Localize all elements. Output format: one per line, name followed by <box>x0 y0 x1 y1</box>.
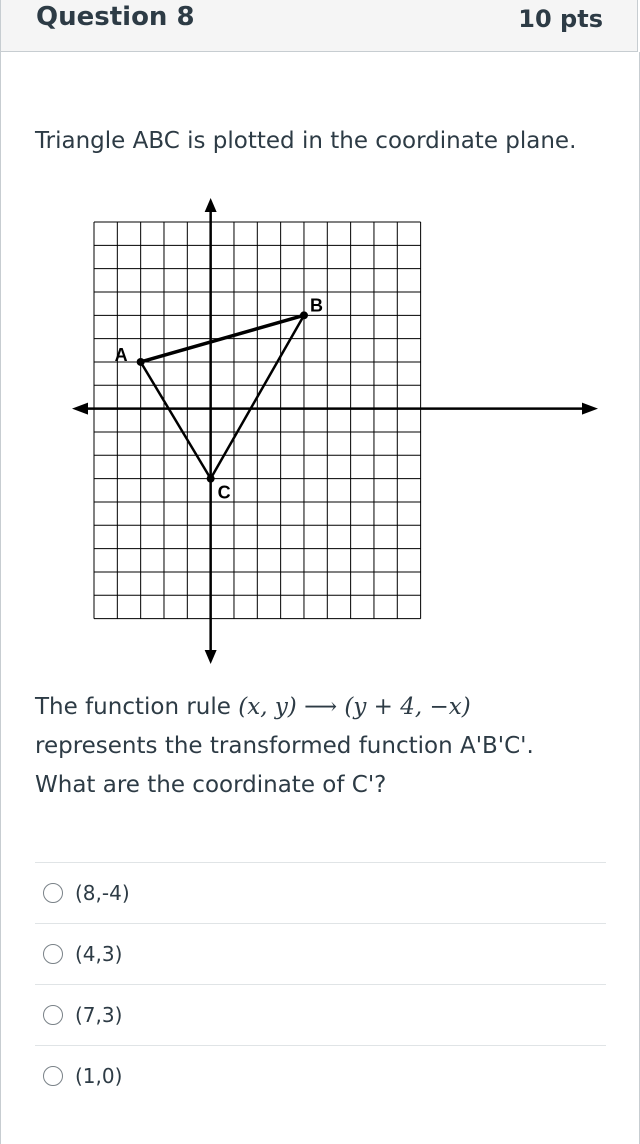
vertex-label-C: C <box>217 482 231 503</box>
answer-option-2[interactable] <box>35 923 606 984</box>
radio-button-icon[interactable] <box>43 1005 63 1025</box>
x-axis-left-arrow <box>72 403 88 415</box>
vertex-label-B: B <box>309 295 323 316</box>
answer-option-3[interactable] <box>35 984 606 1045</box>
radio-button-icon[interactable] <box>43 944 63 964</box>
question-prompt: Triangle ABC is plotted in the coordinate plane. <box>35 128 577 154</box>
question-line-2: represents the transformed function A'B'C'. <box>35 733 534 759</box>
vertex-point-A <box>137 358 145 366</box>
y-axis-bottom-arrow <box>205 650 217 664</box>
answer-label: (1,0) <box>75 1064 123 1088</box>
radio-button-icon[interactable] <box>43 1066 63 1086</box>
y-axis-top-arrow <box>205 198 217 212</box>
rule-rhs: (y + 4, −x) <box>344 694 471 720</box>
question-line-3: What are the coordinate of C'? <box>35 772 387 798</box>
triangle-side-CA <box>141 362 211 479</box>
x-axis-right-arrow <box>582 403 598 415</box>
question-text <box>35 688 615 805</box>
question-header <box>0 0 638 52</box>
coordinate-plane-graph <box>68 196 600 666</box>
answer-label: (4,3) <box>75 942 123 966</box>
rule-arrow: ⟶ <box>304 694 338 720</box>
question-points: 10 pts <box>518 5 603 33</box>
answer-list <box>35 862 606 1106</box>
rule-lhs: (x, y) <box>238 694 297 720</box>
radio-button-icon[interactable] <box>43 883 63 903</box>
answer-label: (7,3) <box>75 1003 123 1027</box>
answer-option-4[interactable] <box>35 1045 606 1106</box>
vertex-point-B <box>300 311 308 319</box>
vertex-label-A: A <box>114 344 128 365</box>
question-title: Question 8 <box>36 2 195 32</box>
question-intro: The function rule <box>35 694 239 720</box>
vertex-point-C <box>207 475 215 483</box>
answer-label: (8,-4) <box>75 881 130 905</box>
answer-option-1[interactable] <box>35 862 606 923</box>
